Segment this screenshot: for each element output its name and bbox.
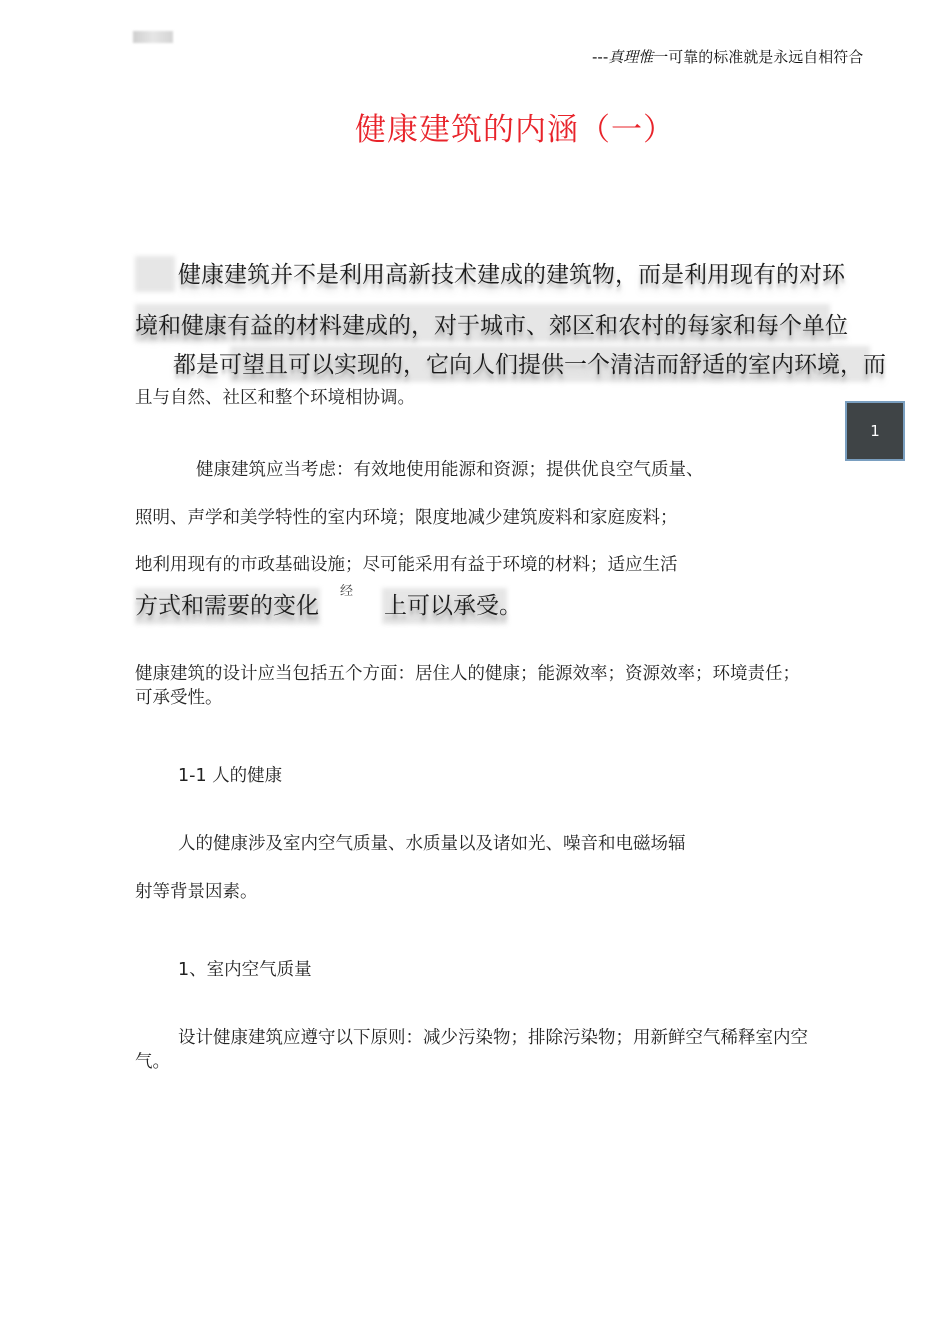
considerations-line-1: 健康建筑应当考虑：有效地使用能源和资源；提供优良空气质量、 — [196, 460, 704, 480]
page-number: 1 — [870, 422, 880, 440]
principles-line-1: 设计健康建筑应遵守以下原则：减少污染物；排除污染物；用新鲜空气稀释室内空 — [178, 1028, 808, 1048]
header-italic: 真理惟 — [608, 48, 654, 66]
header-prefix: --- — [592, 48, 609, 66]
intro-line-1: 健康建筑并不是利用高新技术建成的建筑物，而是利用现有的对环 — [178, 262, 845, 288]
principles-line-2: 气。 — [135, 1052, 170, 1072]
intro-line-3: 都是可望且可以实现的，它向人们提供一个清洁而舒适的室内环境，而 — [173, 352, 886, 378]
section-heading-1: 1、室内空气质量 — [178, 960, 312, 980]
page-header-quote — [592, 46, 863, 67]
document-title: 健康建筑的内涵（一） — [355, 112, 675, 148]
blurred-logo — [133, 31, 173, 43]
considerations-line-4c: 上可以承受。 — [384, 593, 522, 619]
considerations-line-3: 地利用现有的市政基础设施；尽可能采用有益于环境的材料；适应生活 — [135, 555, 678, 575]
intro-line-4: 且与自然、社区和整个环境相协调。 — [135, 388, 415, 408]
considerations-line-2: 照明、声学和美学特性的室内环境；限度地减少建筑废料和家庭废料； — [135, 508, 678, 528]
header-text: 一可靠的标准就是永远自相符合 — [653, 48, 864, 66]
considerations-line-4b: 经 — [340, 584, 354, 599]
health-line-2: 射等背景因素。 — [135, 882, 258, 902]
health-line-1: 人的健康涉及室内空气质量、水质量以及诸如光、噪音和电磁场辐 — [178, 834, 686, 854]
shade-block — [135, 256, 175, 292]
design-line-1: 健康建筑的设计应当包括五个方面：居住人的健康；能源效率；资源效率；环境责任； — [135, 664, 800, 684]
section-heading-1-1: 1-1 人的健康 — [178, 766, 283, 786]
page-number-badge — [845, 401, 905, 461]
considerations-line-4a: 方式和需要的变化 — [135, 593, 319, 619]
design-line-2: 可承受性。 — [135, 688, 223, 708]
intro-line-2: 境和健康有益的材料建成的，对于城市、郊区和农村的每家和每个单位 — [135, 313, 848, 339]
